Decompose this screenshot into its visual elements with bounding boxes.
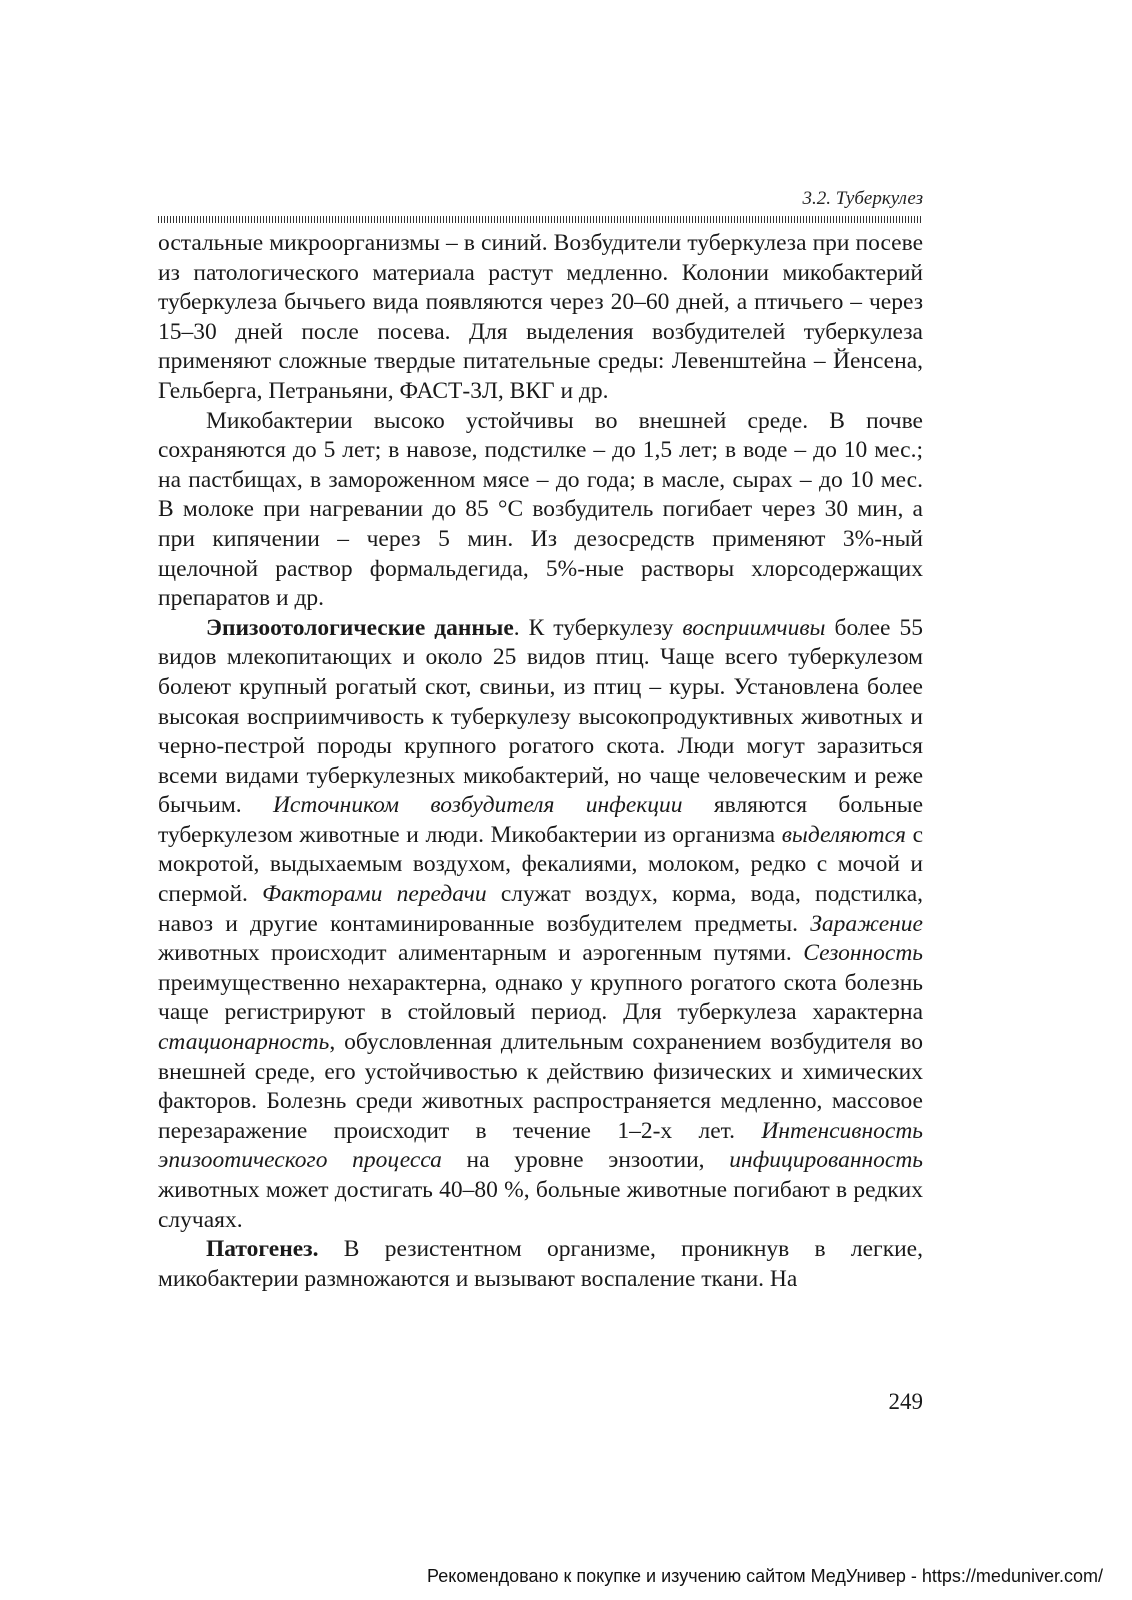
text-segment: являются больные туберкулезом животные и люди. Микобактерии из организма	[158, 792, 924, 848]
text-segment: животных может достигать 40–80 %, больные животные погибают в редких случаях.	[158, 1177, 923, 1233]
emphasis-term: восприимчивы	[682, 614, 826, 641]
body-text	[158, 229, 923, 1294]
text-segment: более 55 видов млекопитающих и около 25 видов птиц. Чаще всего туберкулезом болеют крупный рогатый скот, свиньи, из птиц – куры. Установлена более высокая восприимчивость к туберкулезу высокопродуктивных животных и черно-пестрой породы крупного рогатого скота. Люди могут заразиться всеми видами туберкулезных микобактерий, но чаще человеческим и реже бычьим.	[158, 614, 923, 819]
emphasis-term: стационарность	[158, 1029, 330, 1056]
running-title: 3.2. Туберкулез	[802, 188, 923, 209]
header-rule	[158, 216, 923, 223]
text-segment: с мокротой, выдыхаемым воздухом, фекалиями, молоком, редко с мочой и спермой.	[158, 821, 923, 908]
emphasis-term: выделяются	[781, 821, 906, 848]
emphasis-term: Факторами передачи	[262, 881, 487, 908]
emphasis-term: Источником возбудителя инфекции	[272, 792, 683, 819]
emphasis-term: инфицированность	[729, 1147, 923, 1174]
paragraph-2: Микобактерии высоко устойчивы во внешней среде. В почве сохраняются до 5 лет; в навозе, подстилке – до 1,5 лет; в воде – до 10 мес.; на пастбищах, в замороженном мясе – до года; в масле, сырах – до 10 мес. В молоке при нагревании до 85 °С возбудитель погибает через 30 мин, а при кипячении – через 5 мин. Из дезосредств применяют 3%-ный щелочной раствор формальдегида, 5%-ные растворы хлорсодержащих препаратов и др.	[158, 407, 923, 612]
paragraph-4	[158, 1235, 923, 1294]
emphasis-term: Сезонность	[803, 940, 923, 967]
text-segment: , обусловленная длительным сохранением возбудителя во внешней среде, его устойчивостью к действию физических и химических факторов. Болезнь среди животных распространяется медленно, массовое перезаражение происходит в течение 1–2-х лет.	[158, 1029, 923, 1144]
text-segment: животных происходит алиментарным и аэрогенным путями.	[158, 940, 804, 967]
text-segment: В резистентном организме, проникнув в легкие, микобактерии размножаются и вызывают воспаление ткани. На	[158, 1236, 923, 1292]
page-number: 249	[888, 1389, 923, 1414]
section-heading-epizootology: Эпизоотологические данные	[206, 614, 514, 641]
paragraph-1: остальные микроорганизмы – в синий. Возбудители туберкулеза при посеве из патологического материала растут медленно. Колонии микобактерий туберкулеза бычьего вида появляются через 20–60 дней, а птичьего – через 15–30 дней после посева. Для выделения возбудителей туберкулеза применяют сложные твердые питательные среды: Левенштейна – Йенсена, Гельберга, Петраньяни, ФАСТ-3Л, ВКГ и др.	[158, 230, 923, 404]
emphasis-term: Интенсивность эпизоотического процесса	[158, 1117, 923, 1174]
text-segment: на уровне энзоотии,	[441, 1147, 730, 1174]
text-segment: служат воздух, корма, вода, подстилка, навоз и другие контаминированные возбудителем предметы.	[158, 881, 924, 937]
paragraph-3	[158, 614, 923, 1235]
footer-recommendation: Рекомендовано к покупке и изучению сайтом МедУнивер - https://meduniver.com/	[427, 1566, 1103, 1586]
section-heading-pathogenesis: Патогенез.	[206, 1236, 319, 1263]
text-segment: . К туберкулезу	[513, 614, 683, 641]
text-segment: преимущественно нехарактерна, однако у крупного рогатого скота болезнь чаще регистрируют в стойловый период. Для туберкулеза характерна	[158, 969, 923, 1026]
emphasis-term: Заражение	[810, 910, 923, 937]
